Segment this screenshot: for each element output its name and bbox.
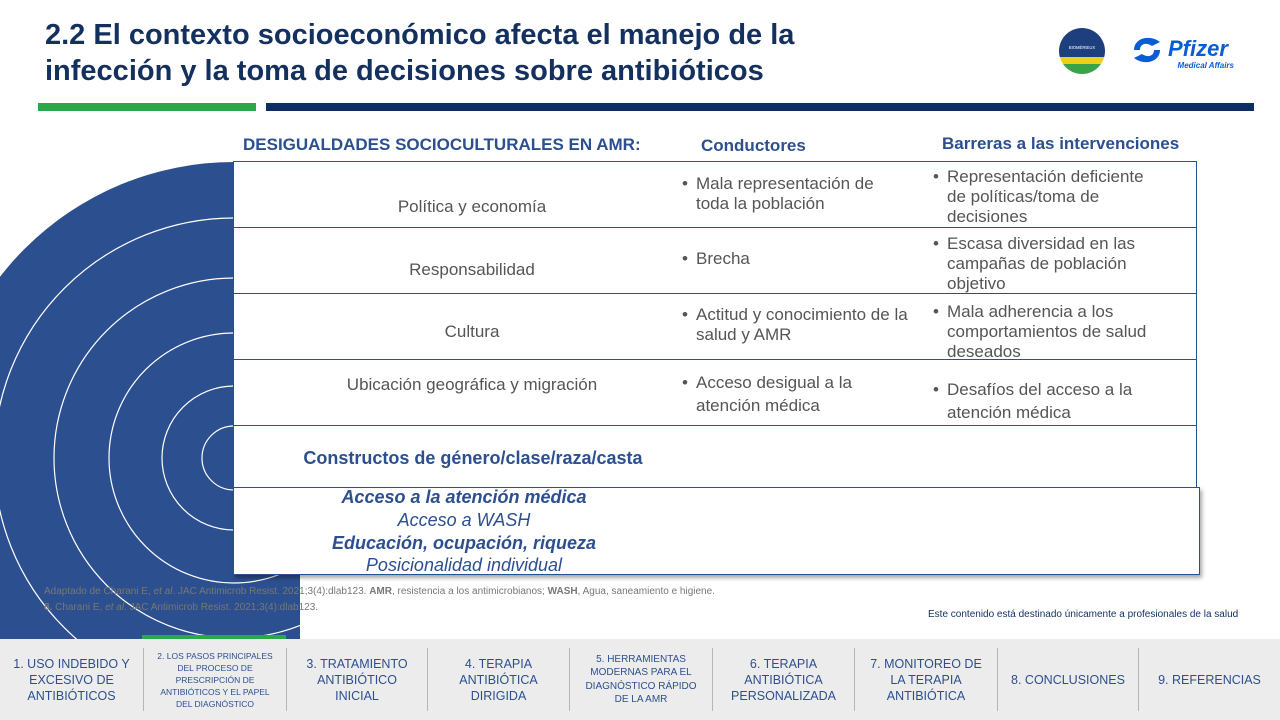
driver-culture-line-2: salud y AMR <box>696 325 792 344</box>
row-label-culture: Cultura <box>444 322 500 341</box>
driver-culture-line-1: Actitud y conocimiento de la <box>696 305 908 324</box>
barrier-politics-line-1: Representación deficiente <box>947 167 1144 186</box>
biomerieux-logo-text: BIOMÉRIEUX <box>1068 45 1096 50</box>
access-line-education: Educación, ocupación, riqueza <box>331 533 597 553</box>
barrier-culture-line-2: comportamientos de salud <box>947 322 1147 341</box>
driver-responsibility: • Brecha <box>682 249 750 268</box>
row-label-responsibility: Responsabilidad <box>409 260 535 279</box>
access-line-positionality: Posicionalidad individual <box>365 555 563 575</box>
access-line-healthcare: Acceso a la atención médica <box>341 487 587 507</box>
ref1-etal: et al <box>153 586 173 597</box>
nav-item-5[interactable]: 5. HERRAMIENTAS MODERNAS PARA EL DIAGNÓSTICO RÁPIDO DE LA AMR <box>585 653 697 705</box>
row-label-geography: Ubicación geográfica y migración <box>346 375 598 394</box>
nav-item-1[interactable]: 1. USO INDEBIDO Y EXCESIVO DE ANTIBIÓTICOS <box>13 656 130 703</box>
row-label-politics: Política y economía <box>397 197 547 216</box>
driver-geography-line-1: Acceso desigual a la <box>696 373 852 392</box>
driver-geography: • Acceso desigual a la atención médica <box>682 373 852 415</box>
title-underline-navy <box>266 103 1254 111</box>
barrier-culture-line-3: deseados <box>947 342 1021 361</box>
ref1-amr: AMR <box>369 586 392 597</box>
nav-item-6[interactable]: 6. TERAPIA ANTIBIÓTICA PERSONALIZADA <box>731 656 836 703</box>
reference-line-1 <box>44 586 715 597</box>
ref1-wash: WASH <box>547 586 578 597</box>
pfizer-logo-subtext: Medical Affairs <box>1177 61 1234 70</box>
disclaimer: Este contenido está destinado únicamente a profesionales de la salud <box>928 609 1239 620</box>
barrier-responsibility: • Escasa diversidad en las campañas de población objetivo <box>933 234 1136 293</box>
header-drivers: Conductores <box>701 136 806 155</box>
ref1-mid: . JAC Antimicrob Resist. 2021;3(4):dlab123. <box>172 586 370 597</box>
nav-item-3[interactable]: 3. TRATAMIENTO ANTIBIÓTICO INICIAL <box>306 656 408 703</box>
barrier-geography: • Desafíos del acceso a la atención médica <box>933 380 1133 422</box>
pfizer-logo <box>1130 28 1240 72</box>
barrier-responsibility-line-3: objetivo <box>947 274 1006 293</box>
constructs-label: Constructos de género/clase/raza/casta <box>303 448 643 468</box>
access-line-wash: Acceso a WASH <box>397 510 531 530</box>
barrier-politics-line-2: de políticas/toma de <box>947 187 1100 206</box>
barrier-geography-line-2: atención médica <box>947 403 1071 422</box>
driver-culture: • Actitud y conocimiento de la salud y AMR <box>682 305 908 344</box>
driver-responsibility-line-1: Brecha <box>696 249 750 268</box>
pfizer-logo-text: Pfizer <box>1168 36 1228 61</box>
ref2-rest: . JAC Antimicrob Resist. 2021;3(4):dlab123. <box>124 602 319 613</box>
barrier-politics-line-3: decisiones <box>947 207 1028 226</box>
slide-title: 2.2 El contexto socioeconómico afecta el manejo de la infección y la toma de decisiones sobre antibióticos <box>45 19 795 87</box>
section-navigation <box>0 639 1280 720</box>
barrier-geography-line-1: Desafíos del acceso a la <box>947 380 1133 399</box>
barrier-responsibility-line-2: campañas de población <box>947 254 1127 273</box>
barrier-responsibility-line-1: Escasa diversidad en las <box>947 234 1136 253</box>
ref2-num: 8. <box>44 602 53 613</box>
nav-item-4[interactable]: 4. TERAPIA ANTIBIÓTICA DIRIGIDA <box>459 656 538 703</box>
ref2-prefix: Charani E, <box>52 602 106 613</box>
driver-politics: • Mala representación de toda la población <box>682 174 874 213</box>
driver-geography-line-2: atención médica <box>696 396 820 415</box>
driver-politics-line-2: toda la población <box>696 194 825 213</box>
nav-item-7[interactable]: 7. MONITOREO DE LA TERAPIA ANTIBIÓTICA <box>870 656 982 703</box>
ref2-etal: et al <box>105 602 125 613</box>
nav-item-2[interactable]: 2. LOS PASOS PRINCIPALES DEL PROCESO DE PRESCRIPCIÓN DE ANTIBIÓTICOS Y EL PAPEL DEL DIAGNÓSTICO <box>157 650 273 709</box>
nav-item-8[interactable]: 8. CONCLUSIONES <box>1011 672 1125 687</box>
ref1-wash-def: , Agua, saneamiento e higiene. <box>577 586 715 597</box>
barrier-culture: • Mala adherencia a los comportamientos de salud deseados <box>933 302 1147 361</box>
driver-politics-line-1: Mala representación de <box>696 174 874 193</box>
barrier-politics: • Representación deficiente de políticas/toma de decisiones <box>933 167 1144 226</box>
header-inequalities: DESIGUALDADES SOCIOCULTURALES EN AMR: <box>243 135 641 154</box>
nav-item-9[interactable]: 9. REFERENCIAS <box>1158 672 1261 687</box>
biomerieux-logo <box>1058 27 1106 75</box>
barrier-culture-line-1: Mala adherencia a los <box>947 302 1114 321</box>
reference-line-2 <box>44 602 318 613</box>
header-barriers: Barreras a las intervenciones <box>942 134 1180 153</box>
ref1-amr-def: , resistencia a los antimicrobianos; <box>391 586 548 597</box>
ref1-prefix: Adaptado de Charani E, <box>44 586 154 597</box>
